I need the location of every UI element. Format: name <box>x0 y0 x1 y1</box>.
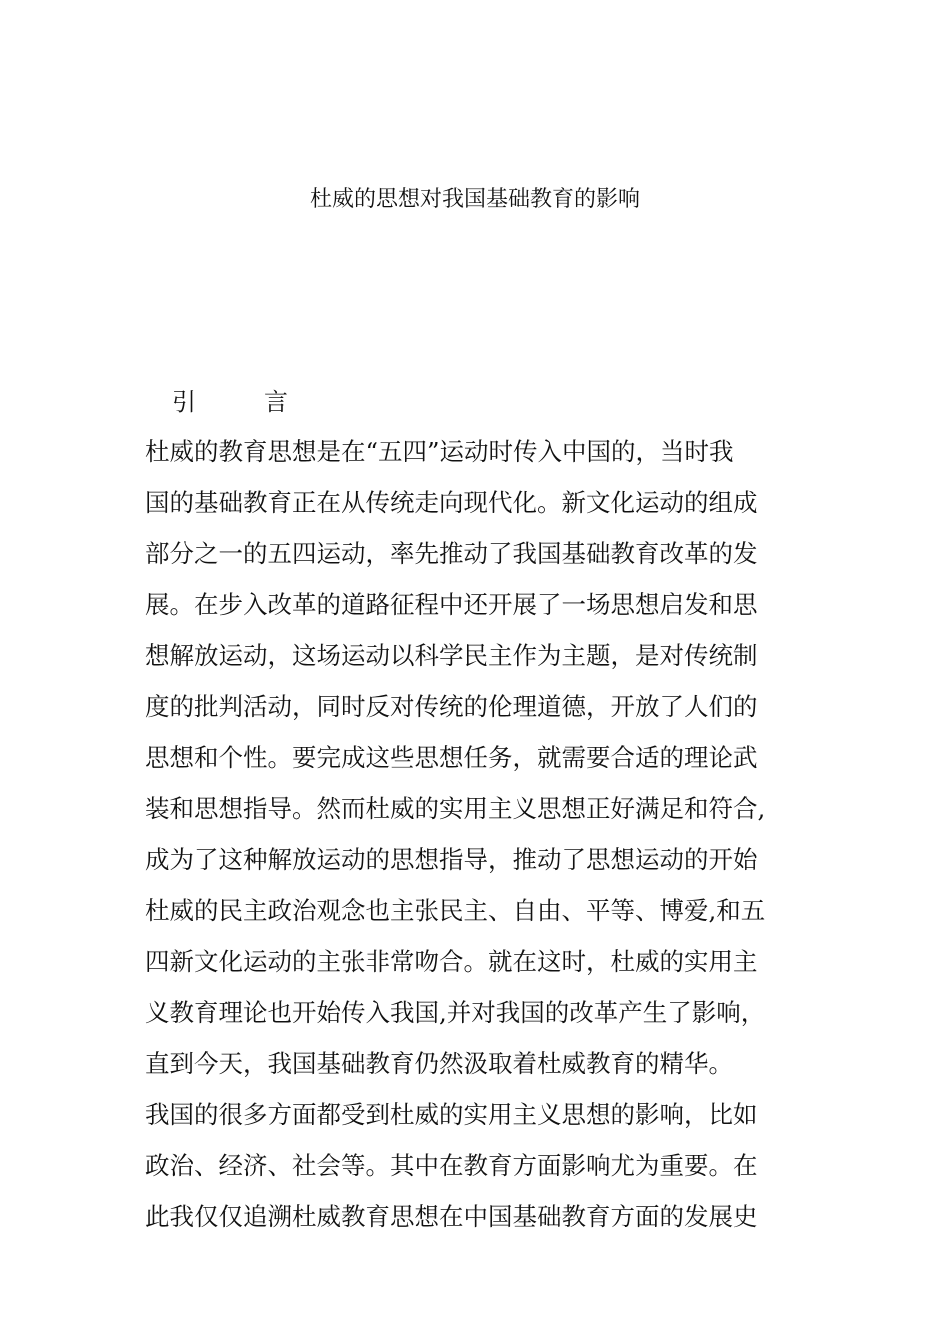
text-line: 思想和个性。要完成这些思想任务，就需要合适的理论武 <box>145 743 758 772</box>
text-line: 展。在步入改革的道路征程中还开展了一场思想启发和思 <box>145 590 758 619</box>
text-line: 部分之一的五四运动，率先推动了我国基础教育改革的发 <box>145 539 758 568</box>
section-heading-introduction: 引 言 <box>172 388 310 416</box>
text-line: 想解放运动，这场运动以科学民主作为主题，是对传统制 <box>145 641 758 670</box>
text-line: 政治、经济、社会等。其中在教育方面影响尤为重要。在 <box>145 1151 758 1180</box>
text-line: 义教育理论也开始传入我国,并对我国的改革产生了影响， <box>145 998 766 1027</box>
text-line: 四新文化运动的主张非常吻合。就在这时，杜威的实用主 <box>145 947 758 976</box>
text-line: 我国的很多方面都受到杜威的实用主义思想的影响，比如 <box>145 1100 758 1129</box>
text-line: 此我仅仅追溯杜威教育思想在中国基础教育方面的发展史 <box>145 1202 758 1231</box>
text-line: 度的批判活动，同时反对传统的伦理道德，开放了人们的 <box>145 692 758 721</box>
text-line: 成为了这种解放运动的思想指导，推动了思想运动的开始 <box>145 845 758 874</box>
text-line: 直到今天，我国基础教育仍然汲取着杜威教育的精华。 <box>145 1049 733 1078</box>
text-line: 杜威的民主政治观念也主张民主、自由、平等、博爱,和五 <box>145 896 766 925</box>
body-text <box>145 426 820 1242</box>
text-line: 杜威的教育思想是在“五四”运动时传入中国的，当时我 <box>145 437 734 466</box>
text-line: 国的基础教育正在从传统走向现代化。新文化运动的组成 <box>145 488 758 517</box>
text-line: 装和思想指导。然而杜威的实用主义思想正好满足和符合, <box>145 794 766 823</box>
document-title: 杜威的思想对我国基础教育的影响 <box>309 187 640 212</box>
